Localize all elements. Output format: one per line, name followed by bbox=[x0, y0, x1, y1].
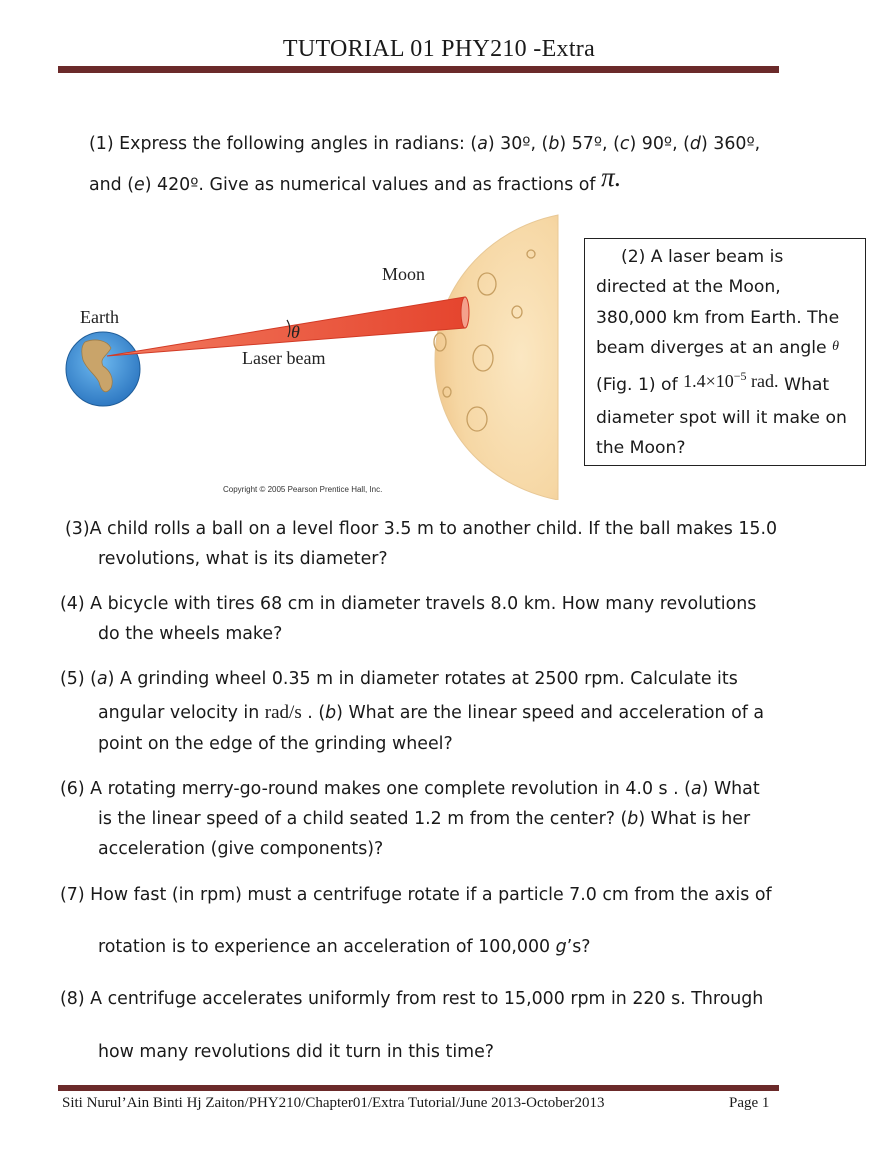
q2-line-1: (2) A laser beam is bbox=[621, 247, 784, 267]
question-5-line-2: angular velocity in rad/s . (b) What are the linear speed and acceleration of a bbox=[98, 702, 765, 723]
q2-line-5: (Fig. 1) of $1.4\times 10^{-5}$ rad. What bbox=[596, 369, 830, 395]
page-number: Page 1 bbox=[729, 1095, 770, 1111]
question-4-line-1: (4) A bicycle with tires 68 cm in diameter travels 8.0 km. How many revolutions bbox=[60, 594, 757, 614]
question-2-box bbox=[584, 238, 866, 466]
beam-end bbox=[461, 297, 469, 328]
question-4-line-2: do the wheels make? bbox=[98, 624, 283, 644]
question-1-line-2: and (e) 420º. Give as numerical values and as fractions of π. bbox=[89, 162, 622, 195]
question-8-line-2: how many revolutions did it turn in this time? bbox=[98, 1042, 495, 1062]
question-6-line-1: (6) A rotating merry-go-round makes one complete revolution in 4.0 s . (a) What bbox=[60, 779, 760, 799]
question-6-line-2: is the linear speed of a child seated 1.2 m from the center? (b) What is her bbox=[98, 809, 751, 829]
earth-label: Earth bbox=[80, 307, 119, 327]
q2-line-2: directed at the Moon, bbox=[596, 277, 781, 297]
header-rule bbox=[58, 66, 779, 73]
question-3-line-2: revolutions, what is its diameter? bbox=[98, 549, 388, 569]
q2-line-6: diameter spot will it make on bbox=[596, 408, 847, 428]
footer-rule bbox=[58, 1085, 779, 1091]
figure-earth-moon-laser bbox=[55, 210, 575, 500]
question-6-line-3: acceleration (give components)? bbox=[98, 839, 384, 859]
question-8-line-1: (8) A centrifuge accelerates uniformly from rest to 15,000 rpm in 220 s. Through bbox=[60, 989, 764, 1009]
q2-line-4: beam diverges at an angle θ bbox=[596, 338, 839, 358]
question-3-line-1: (3)A child rolls a ball on a level floor 3.5 m to another child. If the ball makes 15.0 bbox=[65, 519, 778, 539]
question-5-line-1: (5) (a) A grinding wheel 0.35 m in diameter rotates at 2500 rpm. Calculate its bbox=[60, 669, 738, 689]
laser-beam-label: Laser beam bbox=[242, 348, 326, 368]
footer-text: Siti Nurul’Ain Binti Hj Zaiton/PHY210/Chapter01/Extra Tutorial/June 2013-October2013 bbox=[62, 1095, 605, 1111]
question-7-line-2: rotation is to experience an acceleration of 100,000 g’s? bbox=[98, 937, 591, 957]
question-1-line-1: (1) Express the following angles in radians: (a) 30º, (b) 57º, (c) 90º, (d) 360º, bbox=[89, 134, 761, 154]
moon-label: Moon bbox=[382, 264, 426, 284]
figure-copyright: Copyright © 2005 Pearson Prentice Hall, Inc. bbox=[223, 485, 383, 494]
moon-shape bbox=[435, 215, 558, 500]
theta-label: θ bbox=[291, 322, 300, 342]
page-title: TUTORIAL 01 PHY210 -Extra bbox=[282, 36, 596, 62]
q2-line-7: the Moon? bbox=[596, 438, 686, 458]
question-7-line-1: (7) How fast (in rpm) must a centrifuge rotate if a particle 7.0 cm from the axis of bbox=[60, 885, 772, 905]
pi-symbol: π. bbox=[601, 162, 622, 192]
q2-line-3: 380,000 km from Earth. The bbox=[596, 308, 840, 328]
question-5-line-3: point on the edge of the grinding wheel? bbox=[98, 734, 453, 754]
